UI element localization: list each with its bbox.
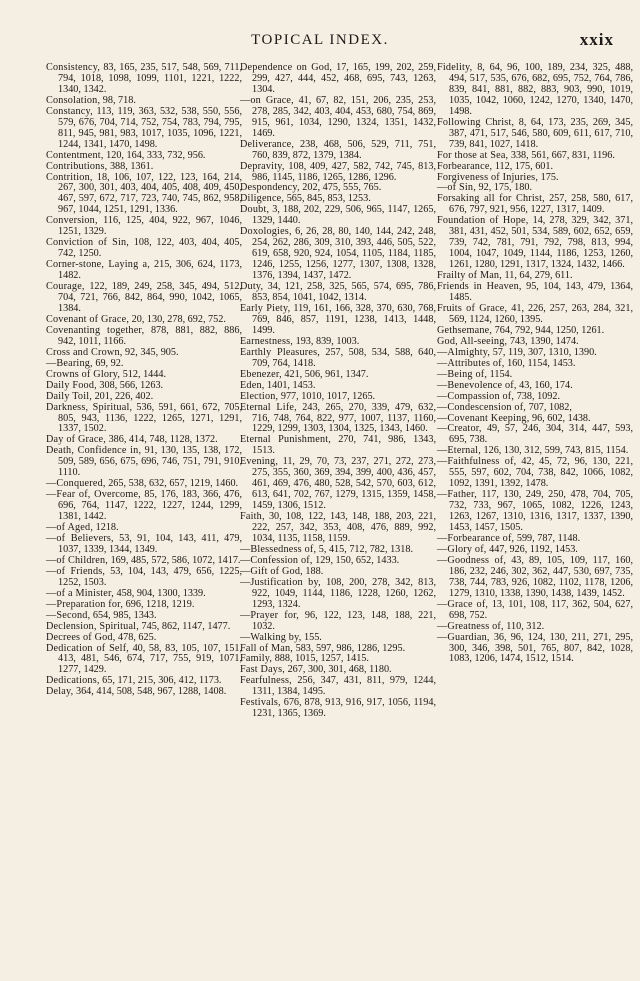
index-entry xyxy=(46,687,242,698)
index-term: Delay, xyxy=(46,686,74,698)
index-term: Cross and Crown, xyxy=(46,346,123,358)
index-refs: 41, 67, 82, 151, 206, 235, 253, 278, 285, 342, 403, 404, 453, 680, 754, 869, 915, 961, 1034, 1290, 1324, 1351, 1432, 1469. xyxy=(252,94,437,139)
index-term: Contentment, xyxy=(46,149,104,161)
index-term: —Father, xyxy=(437,489,477,501)
index-term: Following Christ, xyxy=(437,116,515,128)
index-refs: 57, 119, 307, 1310, 1390. xyxy=(492,346,597,358)
index-term: Forgiveness of Injuries, xyxy=(437,171,539,183)
index-refs: 364, 414, 508, 548, 967, 1288, 1408. xyxy=(75,686,227,698)
index-refs: 265, 538, 632, 657, 1219, 1460. xyxy=(108,478,239,490)
index-term: Diligence, xyxy=(240,193,285,205)
index-term: —Creator, xyxy=(437,423,482,435)
index-refs: 160, 1154, 1453. xyxy=(507,357,576,369)
index-refs: 1218. xyxy=(95,522,119,534)
page-header xyxy=(0,30,640,56)
index-refs: 95, 104, 143, 479, 1364, 1485. xyxy=(449,281,634,304)
index-entry xyxy=(46,403,242,436)
index-term: Earthly Pleasures, xyxy=(240,346,320,358)
index-term: —Eternal, xyxy=(437,445,481,457)
index-term: —Almighty, xyxy=(437,346,491,358)
index-refs: 169, 485, 572, 586, 1072, 1417. xyxy=(110,554,241,566)
index-term: —of Aged, xyxy=(46,522,94,534)
index-term: Doubt, xyxy=(240,204,270,216)
index-entry xyxy=(240,304,436,337)
index-term: —of Believers, xyxy=(46,532,114,544)
index-column-1 xyxy=(46,63,242,698)
index-refs: 270, 741, 986, 1343, 1513. xyxy=(252,434,437,457)
index-refs: 599, 787, 1148. xyxy=(516,532,581,544)
index-term: —Gift of God, xyxy=(240,565,303,577)
index-entry xyxy=(240,205,436,227)
index-term: Decrees of God, xyxy=(46,631,116,643)
index-refs: 122, 189, 249, 258, 345, 494, 512, 704, 721, 766, 842, 864, 990, 1042, 1065, 1384. xyxy=(58,281,243,314)
index-term: Corner-stone, Laying a, xyxy=(46,259,151,271)
index-refs: 36, 96, 124, 130, 211, 271, 295, 300, 346, 398, 501, 765, 807, 842, 1028, 1083, 1206, 1474, 1512, 1514. xyxy=(449,631,634,665)
index-term: Friends in Heaven, xyxy=(437,281,522,293)
index-term: Fast Days, xyxy=(240,664,286,676)
index-refs: 1401, 1453. xyxy=(267,379,316,391)
index-term: —Walking by, xyxy=(240,631,302,643)
index-term: —of Children, xyxy=(46,554,109,566)
index-entry xyxy=(240,348,436,370)
index-refs: 117, 130, 249, 250, 478, 704, 705, 732, 733, 967, 1065, 1082, 1226, 1243, 1263, 1267, 1310, 1316, 1317, 1337, 1390, 1453, 1457, 1505. xyxy=(449,489,634,534)
index-refs: 17, 165, 199, 202, 259, 299, 427, 444, 452, 468, 695, 743, 1263, 1304. xyxy=(252,62,436,95)
index-term: —Condescension of, xyxy=(437,401,527,413)
index-refs: 116, 125, 404, 922, 967, 1046, 1251, 1329. xyxy=(58,215,243,238)
index-term: —Forbearance of, xyxy=(437,532,515,544)
index-refs: 1154. xyxy=(489,368,513,380)
index-refs: 40, 58, 83, 105, 107, 151, 413, 481, 546, 674, 717, 755, 919, 1071, 1277, 1429. xyxy=(58,642,242,676)
index-refs: 92, 345, 905. xyxy=(125,346,179,358)
index-term: —Second, xyxy=(46,609,91,621)
index-term: —Benevolence of, xyxy=(437,379,517,391)
index-entry xyxy=(437,304,633,326)
index-term: Contributions, xyxy=(46,160,108,172)
index-column-2 xyxy=(240,63,436,720)
index-entry xyxy=(240,457,436,512)
index-entry xyxy=(437,63,633,118)
index-refs: 743, 1390, 1474. xyxy=(509,335,579,347)
index-refs: 193, 839, 1003. xyxy=(295,335,360,347)
index-term: Family, xyxy=(240,653,273,665)
index-refs: 43, 160, 174. xyxy=(519,379,573,391)
index-entry xyxy=(437,282,633,304)
index-refs: 49, 57, 246, 304, 314, 447, 593, 695, 738. xyxy=(449,423,634,446)
index-refs: 267, 300, 301, 468, 1180. xyxy=(287,664,392,676)
index-refs: 243, 265, 270, 339, 479, 632, 716, 748, 764, 822, 977, 1007, 1137, 1160, 1229, 1299, 1303, 1304, 1325, 1343, 1460. xyxy=(252,401,437,435)
index-refs: 8, 64, 173, 235, 269, 345, 387, 471, 517, 546, 580, 609, 611, 617, 710, 739, 841, 1027, 1418. xyxy=(449,116,634,150)
index-refs: 108, 409, 427, 582, 742, 745, 813, 986, 1145, 1186, 1265, 1286, 1296. xyxy=(252,160,436,183)
index-refs: 512, 1444. xyxy=(122,368,166,380)
index-refs: 458, 904, 1300, 1339. xyxy=(116,587,206,599)
index-term: Eternal Life, xyxy=(240,401,297,413)
index-term: Dedications, xyxy=(46,675,100,687)
index-entry xyxy=(240,435,436,457)
index-refs: 536, 591, 661, 672, 705, 805, 943, 1136, 1222, 1265, 1271, 1291, 1337, 1502. xyxy=(58,401,243,435)
index-term: God, All-seeing, xyxy=(437,335,508,347)
index-entry xyxy=(240,676,436,698)
index-entry xyxy=(46,63,242,96)
index-entry xyxy=(437,490,633,534)
index-refs: 238, 468, 506, 529, 711, 751, 760, 839, 872, 1379, 1384. xyxy=(252,138,436,161)
index-term: Fruits of Grace, xyxy=(437,302,508,314)
index-refs: 11, 29, 70, 73, 237, 271, 272, 273, 275, 355, 360, 369, 394, 399, 400, 436, 457, 461, 469, 476, 480, 528, 542, 570, 603, 612, 613, 641, 702, 767, 1279, 1315, 1359, 1458, 1459, 1306, 1512. xyxy=(252,456,437,512)
index-entry xyxy=(46,490,242,523)
index-entry xyxy=(46,567,242,589)
index-refs: 188. xyxy=(305,565,324,577)
index-refs: 92, 175, 180. xyxy=(478,182,532,194)
index-refs: 308, 566, 1263. xyxy=(99,379,164,391)
index-refs: 85, 176, 183, 366, 476, 696, 764, 1147, 1222, 1227, 1244, 1299, 1381, 1442. xyxy=(58,489,242,523)
index-refs: 91, 130, 135, 138, 172, 509, 589, 656, 675, 696, 746, 751, 791, 910, 1110. xyxy=(58,445,243,479)
index-refs: 745, 862, 1147, 1477. xyxy=(141,620,231,632)
index-term: —of Friends, xyxy=(46,565,106,577)
index-refs: 257, 508, 534, 588, 640, 709, 764, 1418. xyxy=(252,346,436,369)
index-entry xyxy=(437,424,633,446)
index-term: —Faithfulness of, xyxy=(437,456,517,468)
index-term: Doxologies, xyxy=(240,226,292,238)
index-entry xyxy=(437,194,633,216)
index-term: —Justification by, xyxy=(240,576,321,588)
index-refs: 96, 122, 123, 148, 188, 221, 1032. xyxy=(252,609,437,632)
index-entry xyxy=(240,698,436,720)
index-entry xyxy=(437,118,633,151)
index-refs: 878, 881, 882, 886, 942, 1011, 1166. xyxy=(58,324,243,347)
index-refs: 41, 226, 257, 263, 284, 321, 569, 1124, 1260, 1395. xyxy=(449,302,634,325)
index-term: Covenanting together, xyxy=(46,324,145,336)
index-term: Eternal Punishment, xyxy=(240,434,332,446)
index-refs: 256, 347, 431, 811, 979, 1244, 1311, 1384, 1495. xyxy=(252,675,437,698)
index-refs: 977, 1010, 1017, 1265. xyxy=(280,390,376,402)
index-entry xyxy=(46,644,242,677)
index-refs: 447, 926, 1192, 1453. xyxy=(489,543,578,555)
index-term: Fidelity, xyxy=(437,62,473,73)
index-term: Faith, xyxy=(240,511,265,523)
index-term: —Fear of, Overcome, xyxy=(46,489,141,501)
index-entry xyxy=(437,600,633,622)
index-refs: 888, 1015, 1257, 1415. xyxy=(274,653,369,665)
index-refs: 83, 165, 235, 517, 548, 569, 711, 794, 1018, 1098, 1099, 1101, 1221, 1222, 1340, 1342. xyxy=(58,62,243,95)
index-refs: 42, 45, 72, 96, 130, 221, 555, 597, 602, 704, 738, 842, 1066, 1082, 1092, 1391, 1392, 1478. xyxy=(449,456,633,490)
index-term: Contrition, xyxy=(46,171,93,183)
index-refs: 34, 121, 258, 325, 565, 574, 695, 786, 853, 854, 1041, 1042, 1314. xyxy=(252,281,437,304)
index-entry xyxy=(437,216,633,271)
index-term: Conversion, xyxy=(46,215,98,227)
index-term: Frailty of Man, xyxy=(437,270,502,282)
index-entry xyxy=(240,578,436,611)
index-term: Forbearance, xyxy=(437,160,493,172)
index-term: —Preparation for, xyxy=(46,598,124,610)
index-refs: 696, 1218, 1219. xyxy=(125,598,195,610)
index-term: Fall of Man, xyxy=(240,642,294,654)
index-term: —of a Minister, xyxy=(46,587,114,599)
index-term: Declension, Spiritual, xyxy=(46,620,139,632)
index-term: Daily Food, xyxy=(46,379,97,391)
index-entry xyxy=(240,63,436,96)
index-refs: 3, 188, 202, 229, 506, 965, 1147, 1265, 1329, 1440. xyxy=(252,204,437,227)
index-refs: 201, 226, 402. xyxy=(94,390,154,402)
index-refs: 175. xyxy=(540,171,559,183)
index-refs: 110, 312. xyxy=(506,620,545,632)
index-term: Fearfulness, xyxy=(240,675,292,687)
index-refs: 707, 1082, xyxy=(528,401,572,413)
index-term: Deliverance, xyxy=(240,138,295,150)
index-term: —Bearing, xyxy=(46,357,93,369)
index-refs: 155. xyxy=(304,631,322,643)
index-refs: 53, 104, 143, 479, 656, 1225, 1252, 1503. xyxy=(58,565,243,588)
index-entry xyxy=(240,162,436,184)
index-term: —Covenant Keeping, xyxy=(437,412,530,424)
running-title: TOPICAL INDEX. xyxy=(251,32,389,48)
index-term: Death, Confidence in, xyxy=(46,445,142,457)
index-term: Consolation, xyxy=(46,94,101,106)
index-refs: 6, 26, 28, 80, 140, 144, 242, 248, 254, 262, 286, 309, 310, 393, 446, 505, 522, 619, 658, 920, 924, 1054, 1105, 1184, 1185, 1246, 1255, 1256, 1277, 1307, 1308, 1328, 1376, 1394, 1437, 1472. xyxy=(252,226,437,282)
index-term: Earnestness, xyxy=(240,335,294,347)
index-term: Day of Grace, xyxy=(46,434,107,446)
page-number: xxix xyxy=(579,30,614,49)
index-term: Covenant of Grace, xyxy=(46,313,130,325)
index-refs: 215, 306, 624, 1173, 1482. xyxy=(58,259,242,282)
index-refs: 65, 171, 215, 306, 412, 1173. xyxy=(102,675,222,687)
index-entry xyxy=(46,238,242,260)
index-entry xyxy=(46,282,242,315)
index-term: Foundation of Hope, xyxy=(437,215,529,227)
index-term: Conviction of Sin, xyxy=(46,237,130,249)
index-refs: 5, 415, 712, 782, 1318. xyxy=(318,543,413,555)
index-term: Dedication of Self, xyxy=(46,642,130,654)
index-term: Constancy, xyxy=(46,105,93,117)
index-refs: 654, 985, 1343. xyxy=(92,609,157,621)
index-refs: 388, 1361. xyxy=(109,160,154,172)
index-refs: 119, 161, 166, 328, 370, 630, 768, 769, 846, 857, 1191, 1238, 1413, 1448, 1499. xyxy=(252,302,437,336)
index-term: —Goodness of, xyxy=(437,554,507,566)
index-refs: 113, 119, 363, 532, 538, 550, 556, 579, 676, 704, 714, 752, 754, 783, 794, 795, 811, 945, 981, 983, 1017, 1035, 1096, 1221, 1244, 1341, 1470, 1498. xyxy=(58,105,242,150)
index-refs: 30, 108, 122, 143, 148, 188, 203, 221, 222, 257, 342, 353, 408, 476, 889, 992, 1034, 1135, 1158, 1159. xyxy=(252,511,437,544)
index-entry xyxy=(240,611,436,633)
index-term: Consistency, xyxy=(46,62,101,73)
index-term: Courage, xyxy=(46,281,85,293)
index-refs: 338, 561, 667, 831, 1196. xyxy=(510,149,615,161)
index-entry xyxy=(46,173,242,217)
index-entry xyxy=(240,96,436,140)
index-entry xyxy=(240,512,436,545)
index-entry xyxy=(437,556,633,600)
index-term: —Glory of, xyxy=(437,543,487,555)
index-refs: 126, 130, 312, 599, 743, 815, 1154. xyxy=(483,445,629,457)
index-column-3 xyxy=(437,63,633,665)
index-term: —Being of, xyxy=(437,368,488,380)
index-term: Election, xyxy=(240,390,279,402)
index-entry xyxy=(46,260,242,282)
index-refs: 583, 597, 986, 1286, 1295. xyxy=(295,642,406,654)
index-term: —Conquered, xyxy=(46,478,106,490)
index-term: Duty, xyxy=(240,281,264,293)
index-refs: 14, 278, 329, 342, 371, 381, 431, 452, 501, 534, 589, 602, 652, 659, 739, 742, 781, 791, 792, 798, 813, 994, 1004, 1047, 1049, 1144, 1186, 1253, 1260, 1261, 1280, 1291, 1317, 1324, 1432, 1466. xyxy=(449,215,634,271)
index-term: —on Grace, xyxy=(240,94,294,106)
index-refs: 202, 475, 555, 765. xyxy=(302,182,382,194)
index-refs: 108, 122, 403, 404, 405, 742, 1250. xyxy=(58,237,242,260)
index-term: —Compassion of, xyxy=(437,390,515,402)
index-entry xyxy=(46,216,242,238)
index-entry xyxy=(46,326,242,348)
index-refs: 108, 200, 278, 342, 813, 922, 1049, 1144, 1186, 1228, 1260, 1262, 1293, 1324. xyxy=(252,576,436,610)
index-term: Depravity, xyxy=(240,160,285,172)
index-refs: 386, 414, 748, 1128, 1372. xyxy=(108,434,218,446)
index-term: Daily Toil, xyxy=(46,390,93,402)
index-term: —Guardian, xyxy=(437,631,490,643)
index-term: Despondency, xyxy=(240,182,300,194)
index-term: For those at Sea, xyxy=(437,149,509,161)
index-entry xyxy=(46,534,242,556)
index-term: Crowns of Glory, xyxy=(46,368,121,380)
index-refs: 129, 150, 652, 1433. xyxy=(315,554,400,566)
index-refs: 20, 130, 278, 692, 752. xyxy=(131,313,226,325)
index-refs: 69, 92. xyxy=(95,357,124,369)
index-term: —Greatness of, xyxy=(437,620,504,632)
index-refs: 112, 175, 601. xyxy=(494,160,554,172)
index-term: Ebenezer, xyxy=(240,368,282,380)
index-term: Early Piety, xyxy=(240,302,291,314)
index-entry xyxy=(240,140,436,162)
index-term: —Attributes of, xyxy=(437,357,505,369)
index-entry xyxy=(240,403,436,436)
index-term: —Confession of, xyxy=(240,554,313,566)
index-refs: 11, 64, 279, 611. xyxy=(504,270,573,282)
index-term: —of Sin, xyxy=(437,182,476,194)
index-entry xyxy=(240,282,436,304)
index-refs: 13, 101, 108, 117, 362, 504, 627, 698, 752. xyxy=(449,598,633,621)
index-term: —Grace of, xyxy=(437,598,489,610)
index-refs: 98, 718. xyxy=(102,94,136,106)
index-refs: 8, 64, 96, 100, 189, 234, 325, 488, 494, 517, 535, 676, 682, 695, 752, 764, 786, 839, 841, 881, 882, 883, 903, 990, 1019, 1035, 1042, 1060, 1242, 1270, 1340, 1470, 1498. xyxy=(449,62,634,117)
index-term: —Blessedness of, xyxy=(240,543,317,555)
index-refs: 53, 91, 104, 143, 411, 479, 1037, 1339, 1344, 1349. xyxy=(58,532,243,555)
index-refs: 676, 878, 913, 916, 917, 1056, 1194, 1231, 1365, 1369. xyxy=(252,697,437,720)
index-term: —Prayer for, xyxy=(240,609,300,621)
index-refs: 18, 106, 107, 122, 123, 164, 214, 267, 300, 301, 403, 404, 405, 408, 409, 450, 467, 597, 672, 717, 723, 740, 745, 862, 958, 967, 1044, 1251, 1291, 1336. xyxy=(58,171,243,216)
index-term: Forsaking all for Christ, xyxy=(437,193,545,205)
index-term: Eden, xyxy=(240,379,265,391)
index-refs: 120, 164, 333, 732, 956. xyxy=(106,149,206,161)
index-entry xyxy=(240,227,436,282)
index-refs: 257, 258, 580, 617, 676, 797, 921, 956, 1227, 1317, 1409. xyxy=(449,193,633,216)
index-entry xyxy=(437,633,633,666)
index-refs: 478, 625. xyxy=(118,631,157,643)
index-refs: 764, 792, 944, 1250, 1261. xyxy=(494,324,605,336)
index-refs: 565, 845, 853, 1253. xyxy=(286,193,371,205)
index-refs: 96, 602, 1438. xyxy=(531,412,591,424)
index-entry xyxy=(46,446,242,479)
index-term: Gethsemane, xyxy=(437,324,493,336)
index-term: Dependence on God, xyxy=(240,62,333,73)
index-entry xyxy=(46,107,242,151)
index-term: Darkness, Spiritual, xyxy=(46,401,133,413)
index-term: Evening, xyxy=(240,456,279,468)
index-entry xyxy=(437,457,633,490)
index-refs: 738, 1092. xyxy=(516,390,560,402)
index-refs: 43, 89, 105, 109, 117, 160, 186, 232, 246, 302, 362, 447, 530, 697, 735, 738, 744, 783, 926, 1082, 1102, 1178, 1206, 1279, 1310, 1338, 1390, 1438, 1439, 1452. xyxy=(449,554,634,599)
index-term: Festivals, xyxy=(240,697,281,709)
index-refs: 421, 506, 961, 1347. xyxy=(284,368,369,380)
